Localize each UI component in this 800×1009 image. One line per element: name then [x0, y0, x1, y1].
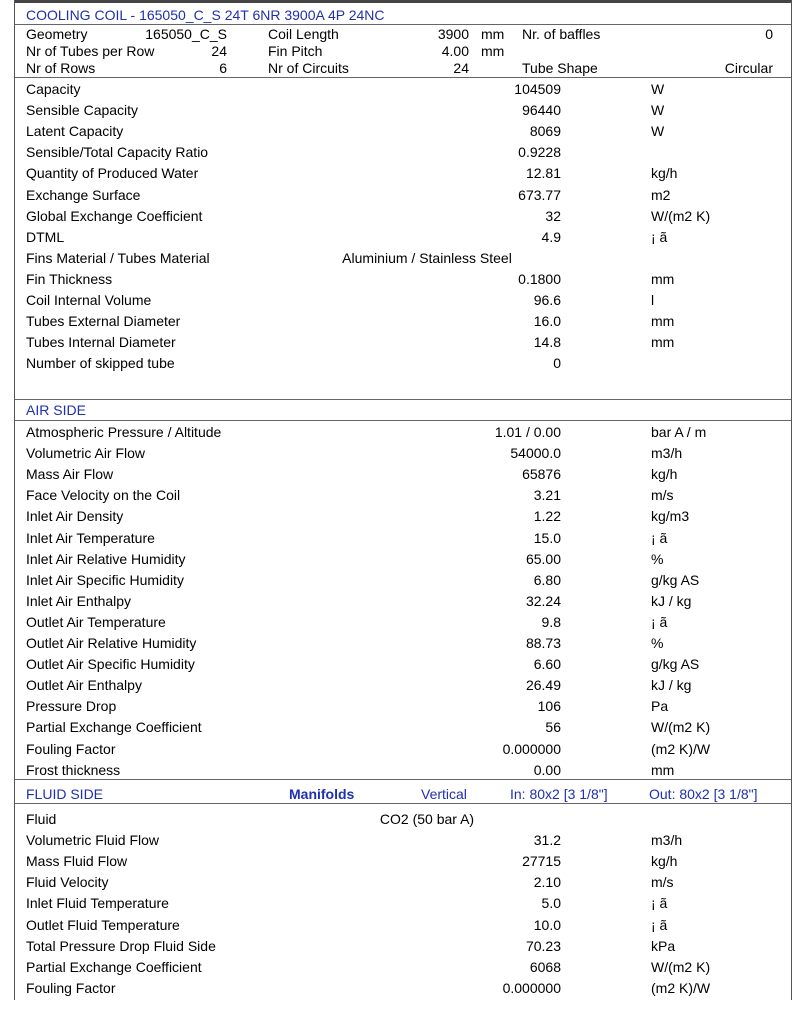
row-value: 0.000000 [502, 979, 561, 996]
row-unit: kg/h [651, 853, 678, 870]
row-value: 106 [537, 698, 561, 715]
row-unit: (m2 K)/W [651, 740, 711, 757]
row-unit: m/s [651, 487, 674, 504]
row-unit: mm [651, 334, 675, 351]
fluid-side-title: FLUID SIDE [26, 786, 104, 802]
row-value: 56 [545, 719, 561, 736]
table-row [15, 936, 791, 956]
row-label: Tubes Internal Diameter [26, 334, 176, 351]
rows-label: Nr of Rows [26, 60, 96, 76]
tubes-per-row-value: 24 [211, 43, 227, 59]
row-label: Volumetric Air Flow [26, 445, 146, 462]
table-row [15, 717, 791, 737]
circuits-value: 24 [453, 60, 469, 76]
divider [15, 420, 791, 421]
row-label: Exchange Surface [26, 186, 141, 203]
manifold-inlet: In: 80x2 [3 1/8"] [510, 786, 608, 802]
table-row [15, 79, 791, 99]
row-value: 8069 [529, 123, 561, 140]
table-row [15, 957, 791, 977]
row-unit: m3/h [651, 445, 683, 462]
table-row [15, 633, 791, 653]
table-row [15, 830, 791, 850]
row-unit: m3/h [651, 832, 683, 849]
coil-length-label: Coil Length [268, 26, 339, 42]
manifold-outlet: Out: 80x2 [3 1/8"] [649, 786, 758, 802]
row-unit: % [651, 550, 664, 567]
coil-length-unit: mm [481, 26, 505, 42]
row-unit: ¡ ã [651, 895, 668, 912]
row-unit: g/kg AS [651, 656, 700, 673]
row-unit: m2 [651, 186, 671, 203]
row-label: DTML [26, 228, 65, 245]
fin-pitch-label: Fin Pitch [268, 43, 323, 59]
row-value: 0.9228 [518, 144, 561, 161]
table-row [15, 915, 791, 935]
baffles-label: Nr. of baffles [522, 26, 601, 42]
row-value: 104509 [514, 81, 561, 97]
row-value: 15.0 [533, 529, 561, 546]
row-label: Pressure Drop [26, 698, 117, 715]
row-unit: kJ / kg [651, 677, 692, 694]
row-value: 65876 [522, 466, 561, 483]
row-unit: ¡ ã [651, 228, 668, 245]
row-unit: m/s [651, 874, 674, 891]
circuits-label: Nr of Circuits [268, 60, 349, 76]
row-unit: (m2 K)/W [651, 979, 711, 996]
row-value: 0 [553, 355, 561, 372]
row-label: Volumetric Fluid Flow [26, 832, 160, 849]
row-unit: Pa [651, 698, 669, 715]
row-label: Inlet Air Enthalpy [26, 592, 132, 609]
table-row [15, 696, 791, 716]
table-row [15, 675, 791, 695]
row-unit: kJ / kg [651, 592, 692, 609]
rows-value: 6 [219, 60, 227, 76]
table-row [15, 612, 791, 632]
table-row [15, 100, 791, 120]
row-label: Total Pressure Drop Fluid Side [26, 937, 216, 954]
row-value: 1.01 / 0.00 [494, 424, 561, 440]
table-row [15, 163, 791, 183]
row-label: Outlet Air Temperature [26, 613, 166, 630]
row-value: 12.81 [525, 165, 561, 182]
table-row [15, 654, 791, 674]
row-value: 96440 [522, 102, 561, 119]
row-value: 10.0 [533, 916, 561, 933]
row-value: 5.0 [541, 895, 561, 912]
row-label: Number of skipped tube [26, 355, 175, 372]
coil-title-prefix: COOLING COIL - [26, 7, 140, 23]
row-label: Sensible Capacity [26, 102, 139, 119]
row-value: 0.1800 [518, 270, 561, 287]
row-unit: ¡ ã [651, 916, 668, 933]
table-row [15, 185, 791, 205]
row-unit: ¡ ã [651, 613, 668, 630]
row-unit: W/(m2 K) [651, 719, 711, 736]
row-value: 2.10 [533, 874, 561, 891]
row-value: 32.24 [525, 592, 561, 609]
table-row [15, 311, 791, 331]
row-unit: W/(m2 K) [651, 958, 711, 975]
manifolds-label: Manifolds [289, 786, 355, 802]
tube-shape-value: Circular [724, 60, 773, 76]
row-label: Partial Exchange Coefficient [26, 958, 202, 975]
row-value: 673.77 [518, 186, 561, 203]
table-row [15, 332, 791, 352]
row-value: 65.00 [525, 550, 561, 567]
row-unit: kg/h [651, 165, 678, 182]
row-label: Inlet Air Density [26, 508, 124, 525]
divider [15, 803, 791, 804]
table-row [15, 851, 791, 871]
row-value: 9.8 [541, 613, 561, 630]
row-unit: mm [651, 270, 675, 287]
row-label: Partial Exchange Coefficient [26, 719, 202, 736]
row-value: 27715 [522, 853, 561, 870]
top-border [15, 0, 791, 3]
table-row [15, 809, 791, 829]
row-unit: mm [651, 313, 675, 330]
table-row [15, 760, 791, 780]
table-row [15, 549, 791, 569]
baffles-value: 0 [765, 26, 773, 42]
row-value: 26.49 [525, 677, 561, 694]
table-row [15, 872, 791, 892]
divider [15, 399, 791, 400]
table-row [15, 353, 791, 373]
table-row [15, 739, 791, 759]
row-label: Sensible/Total Capacity Ratio [26, 144, 209, 161]
row-label: Inlet Air Specific Humidity [26, 571, 184, 588]
row-label: Inlet Air Temperature [26, 529, 155, 546]
row-label: Inlet Fluid Temperature [26, 895, 169, 912]
row-label: Inlet Air Relative Humidity [26, 550, 186, 567]
row-label: Mass Fluid Flow [26, 853, 128, 870]
row-unit: kPa [651, 937, 676, 954]
row-value: CO2 (50 bar A) [379, 811, 475, 827]
geometry-label: Geometry [26, 26, 88, 42]
datasheet [14, 0, 792, 1000]
row-unit: kg/m3 [651, 508, 690, 525]
table-row [15, 227, 791, 247]
row-label: Mass Air Flow [26, 466, 114, 483]
manifolds-orientation: Vertical [421, 786, 467, 802]
row-unit: kg/h [651, 466, 678, 483]
table-row [15, 464, 791, 484]
row-unit: g/kg AS [651, 571, 700, 588]
table-row [15, 443, 791, 463]
row-label: Outlet Fluid Temperature [26, 916, 180, 933]
coil-title [26, 7, 385, 23]
row-unit: W/(m2 K) [651, 207, 711, 224]
row-label: Outlet Air Enthalpy [26, 677, 142, 694]
table-row [15, 290, 791, 310]
row-label: Outlet Air Specific Humidity [26, 656, 195, 673]
row-unit: ¡ ã [651, 529, 668, 546]
row-unit: W [651, 81, 665, 97]
row-value: 32 [545, 207, 561, 224]
row-label: Face Velocity on the Coil [26, 487, 181, 504]
row-unit: % [651, 635, 664, 651]
row-unit: mm [651, 761, 675, 778]
table-row [15, 978, 791, 998]
table-row [15, 248, 791, 268]
row-unit: l [651, 292, 655, 308]
table-row [15, 206, 791, 226]
row-label: Fouling Factor [26, 740, 116, 757]
row-label: Quantity of Produced Water [26, 165, 199, 182]
row-value: 0.000000 [502, 740, 561, 757]
row-label: Tubes External Diameter [26, 313, 181, 330]
row-value: 6.60 [533, 656, 561, 673]
row-label: Fin Thickness [26, 270, 113, 287]
air-side-title: AIR SIDE [26, 402, 86, 418]
row-value: 3.21 [533, 487, 561, 504]
row-label: Outlet Air Relative Humidity [26, 635, 197, 651]
table-row [15, 893, 791, 913]
table-row [15, 506, 791, 526]
row-value: 31.2 [533, 832, 561, 849]
fin-pitch-unit: mm [481, 43, 505, 59]
row-value: 96.6 [533, 292, 561, 308]
table-row [15, 422, 791, 442]
table-row [15, 121, 791, 141]
coil-title-code: 165050_C_S 24T 6NR 3900A 4P 24NC [139, 7, 385, 23]
row-label: Capacity [26, 81, 81, 97]
tube-shape-label: Tube Shape [522, 60, 598, 76]
table-row [15, 269, 791, 289]
row-value: 16.0 [533, 313, 561, 330]
row-label: Atmospheric Pressure / Altitude [26, 424, 222, 440]
row-label: Coil Internal Volume [26, 292, 152, 308]
table-row [15, 528, 791, 548]
row-value: Aluminium / Stainless Steel [342, 249, 512, 266]
divider [15, 779, 791, 780]
table-row [15, 570, 791, 590]
row-label: Fouling Factor [26, 979, 116, 996]
row-unit: bar A / m [651, 424, 707, 440]
fin-pitch-value: 4.00 [441, 43, 469, 59]
row-value: 88.73 [525, 635, 561, 651]
row-value: 6.80 [533, 571, 561, 588]
row-value: 0.00 [533, 761, 561, 778]
row-label: Fins Material / Tubes Material [26, 249, 210, 266]
coil-length-value: 3900 [437, 26, 469, 42]
table-row [15, 142, 791, 162]
tubes-per-row-label: Nr of Tubes per Row [26, 43, 155, 59]
row-value: 1.22 [533, 508, 561, 525]
geometry-value: 165050_C_S [145, 26, 227, 42]
row-label: Latent Capacity [26, 123, 124, 140]
divider [15, 24, 791, 25]
row-label: Frost thickness [26, 761, 121, 778]
row-value: 54000.0 [510, 445, 561, 462]
divider [15, 77, 791, 78]
row-value: 70.23 [525, 937, 561, 954]
row-value: 14.8 [533, 334, 561, 351]
row-label: Global Exchange Coefficient [26, 207, 203, 224]
table-row [15, 591, 791, 611]
row-unit: W [651, 102, 665, 119]
row-unit: W [651, 123, 665, 140]
row-value: 6068 [529, 958, 561, 975]
row-label: Fluid [26, 811, 57, 827]
row-label: Fluid Velocity [26, 874, 109, 891]
row-value: 4.9 [541, 228, 561, 245]
table-row [15, 485, 791, 505]
